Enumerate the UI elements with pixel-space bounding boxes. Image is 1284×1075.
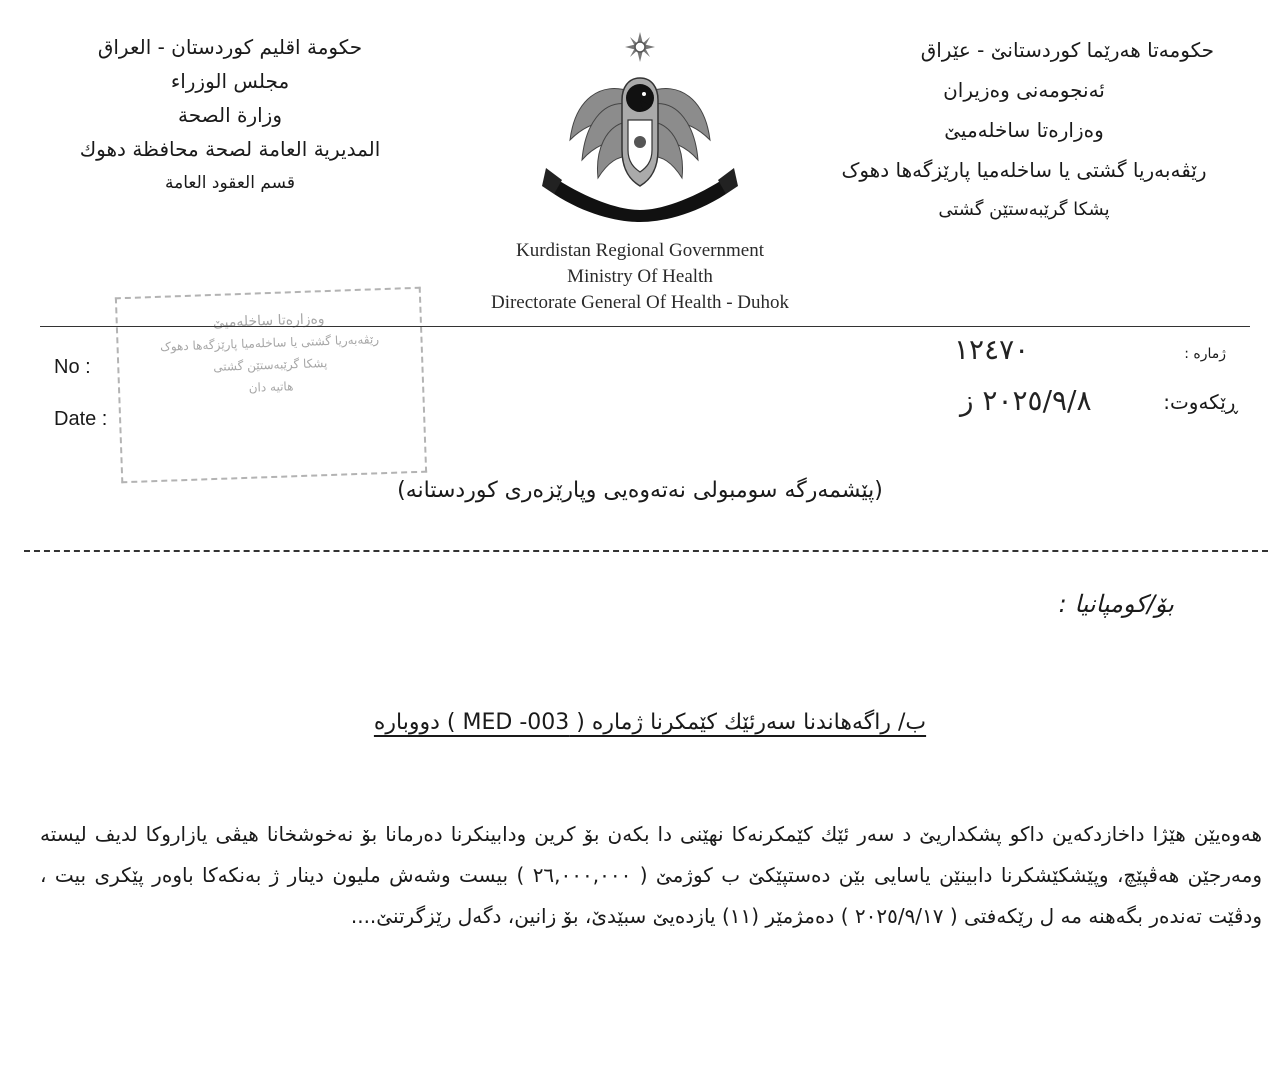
header-arabic: [20, 30, 440, 200]
header-arabic-line3: وزارة الصحة: [178, 103, 282, 127]
date-value: ٢٠٢٥/٩/٨ ز: [960, 384, 1092, 417]
header-arabic-line5: قسم العقود العامة: [165, 173, 295, 193]
office-stamp: وەزارەتا ساخلەمیێ رێڤەبەریا گشتی یا ساخلەمیا پارێزگەها دهوک پشکا گرێبەستێن گشتی هاتیە دان: [115, 287, 427, 484]
header-english-line3: Directorate General Of Health - Duhok: [490, 292, 790, 313]
krg-emblem-icon: [540, 30, 740, 225]
header-kurdish: [804, 30, 1244, 230]
no-label: No :: [54, 356, 91, 378]
ref-label: ژمارە :: [1184, 346, 1226, 362]
subject-line: ب/ راگەهاندنا سەرئێك کێمکرنا ژمارە ( MED -003 ) دووبارە: [373, 710, 927, 735]
header-kurdish-line5: پشکا گرێبەستێن گشتی: [938, 199, 1110, 220]
header-english-line2: Ministry Of Health: [567, 266, 713, 287]
recipient-line: بۆ/کومپانیا :: [1058, 590, 1174, 618]
header-english: [450, 238, 830, 316]
header-arabic-line4: المديرية العامة لصحة محافظة دهوك: [79, 137, 381, 161]
header-arabic-line1: حكومة اقليم كوردستان - العراق: [97, 35, 363, 59]
header-kurdish-line4: رێڤەبەریا گشتی یا ساخلەمیا پارێزگەها دهوک: [841, 158, 1207, 182]
ref-number: ١٢٤٧٠: [954, 333, 1030, 366]
date-label: Date :: [54, 408, 108, 430]
header-kurdish-line3: وەزارەتا ساخلەمیێ: [944, 118, 1104, 142]
header-divider: [40, 326, 1250, 327]
header-kurdish-line2: ئەنجومەنی وەزیران: [943, 78, 1105, 102]
header-english-line1: Kurdistan Regional Government: [515, 240, 764, 261]
header-arabic-line2: مجلس الوزراء: [170, 69, 290, 93]
date-word: ڕێکەوت:: [1163, 390, 1238, 414]
header-kurdish-line1: حكومەتا هەرێما کوردستانێ - عێراق: [920, 38, 1214, 62]
letter-body: هەوەیێن هێژا داخازدکەین داکو پشکداریێ د سەر ئێك کێمکرنەکا نهێنی دا بکەن بۆ کرین ودابینکرنا دەرمانا بۆ نەخوشخانا هیڤی یازاروکا لدیف لیستە ومەرجێن هەڤپێچ، وپێشکێشکرنا دابینێن یاسایی بێن دەستپێکێ ب کوژمێ ( ٢٦,٠٠٠,٠٠٠ ) بیست وشەش ملیون دینار ژ بەنکەکا باوەر پێکری بیت ، ودڤێت تەندەر بگەهنە مە ل رێکەفتی ( ٢٠٢٥/٩/١٧ ) دەمژمێر (١١) یازدەیێ سبێدێ، بۆ زانین، دگەل رێزگرتنێ....: [40, 822, 1262, 928]
slogan: (پێشمەرگە سومبولی نەتەوەیی وپارێزەری کوردستانە): [397, 478, 883, 503]
dashed-divider: [24, 550, 1268, 552]
